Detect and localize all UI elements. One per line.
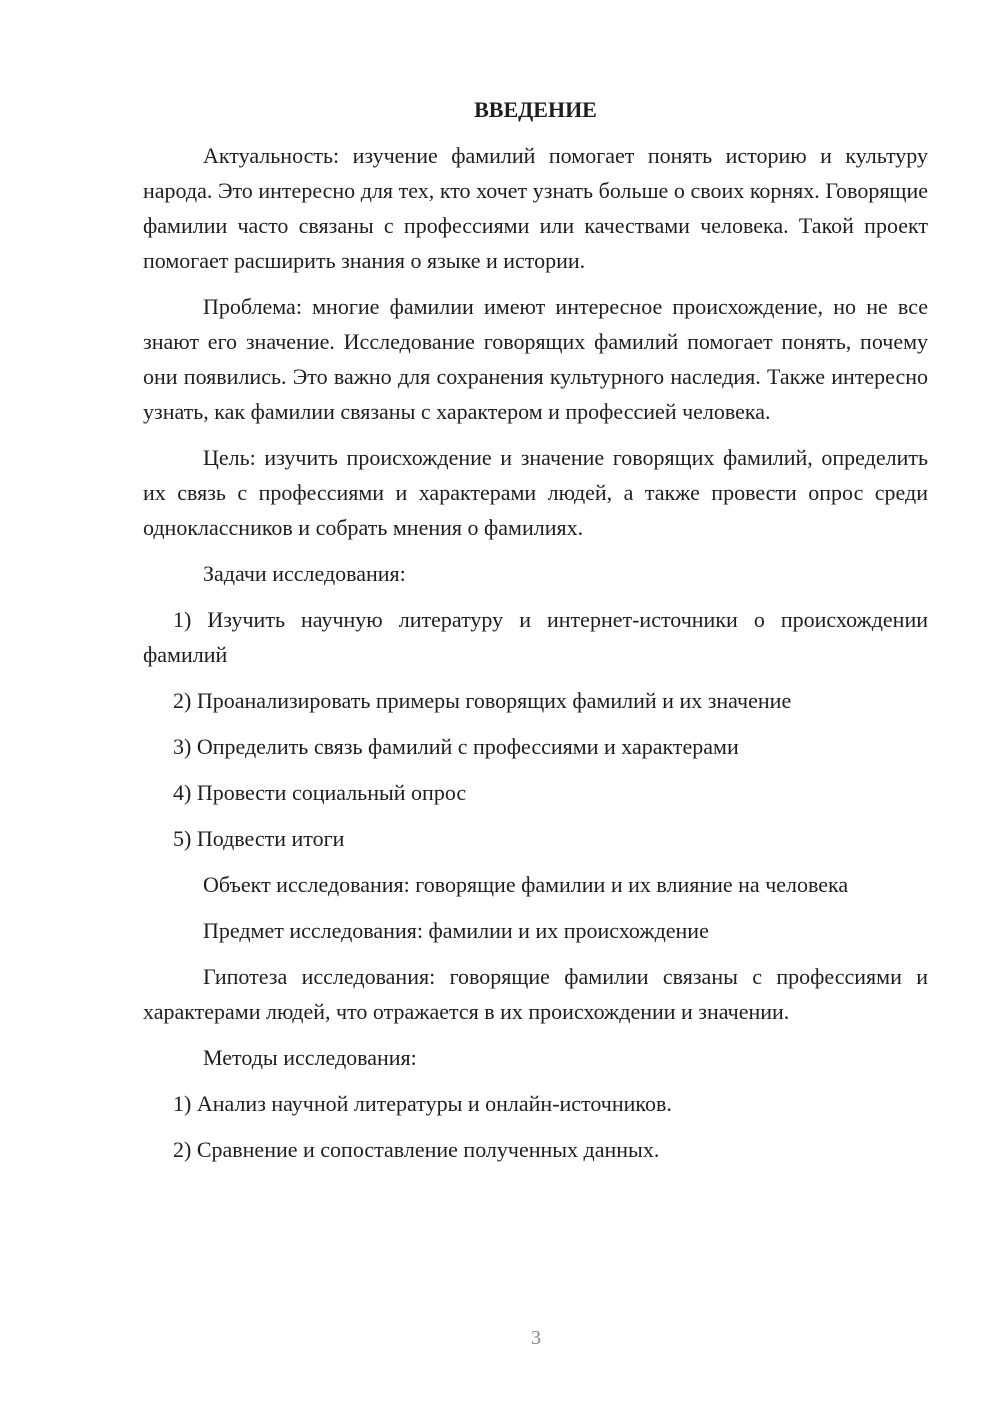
task-item-2: 2) Проанализировать примеры говорящих фамилий и их значение — [173, 688, 792, 713]
task-item-3: 3) Определить связь фамилий с профессиями и характерами — [173, 734, 739, 759]
object-paragraph: Объект исследования: говорящие фамилии и их влияние на человека — [203, 872, 849, 897]
method-item-1: 1) Анализ научной литературы и онлайн-источников. — [173, 1091, 672, 1116]
page-number: 3 — [531, 1327, 541, 1349]
hypothesis-paragraph: Гипотеза исследования: говорящие фамилии связаны с профессиями и характерами людей, что отражается в их происхождении и значении. — [143, 964, 928, 1024]
relevance-paragraph: Актуальность: изучение фамилий помогает понять историю и культуру народа. Это интересно для тех, кто хочет узнать больше о своих корнях. Говорящие фамилии часто связаны с профессиями или качествами человека. Такой проект помогает расширить знания о языке и истории. — [143, 143, 928, 273]
method-item-2: 2) Сравнение и сопоставление полученных данных. — [173, 1137, 660, 1162]
page-title: ВВЕДЕНИЕ — [474, 97, 597, 122]
subject-paragraph: Предмет исследования: фамилии и их происхождение — [203, 918, 709, 943]
tasks-heading: Задачи исследования: — [203, 561, 406, 586]
document-page — [143, 92, 928, 1178]
goal-paragraph: Цель: изучить происхождение и значение говорящих фамилий, определить их связь с профессиями и характерами людей, а также провести опрос среди одноклассников и собрать мнения о фамилиях. — [143, 445, 928, 540]
methods-heading: Методы исследования: — [203, 1045, 417, 1070]
task-item-4: 4) Провести социальный опрос — [173, 780, 467, 805]
task-item-1: 1) Изучить научную литературу и интернет-источники о происхождении фамилий — [143, 607, 928, 667]
task-item-5: 5) Подвести итоги — [173, 826, 345, 851]
problem-paragraph: Проблема: многие фамилии имеют интересное происхождение, но не все знают его значение. Исследование говорящих фамилий помогает понять, почему они появились. Это важно для сохранения культурного наследия. Также интересно узнать, как фамилии связаны с характером и профессией человека. — [143, 294, 928, 424]
